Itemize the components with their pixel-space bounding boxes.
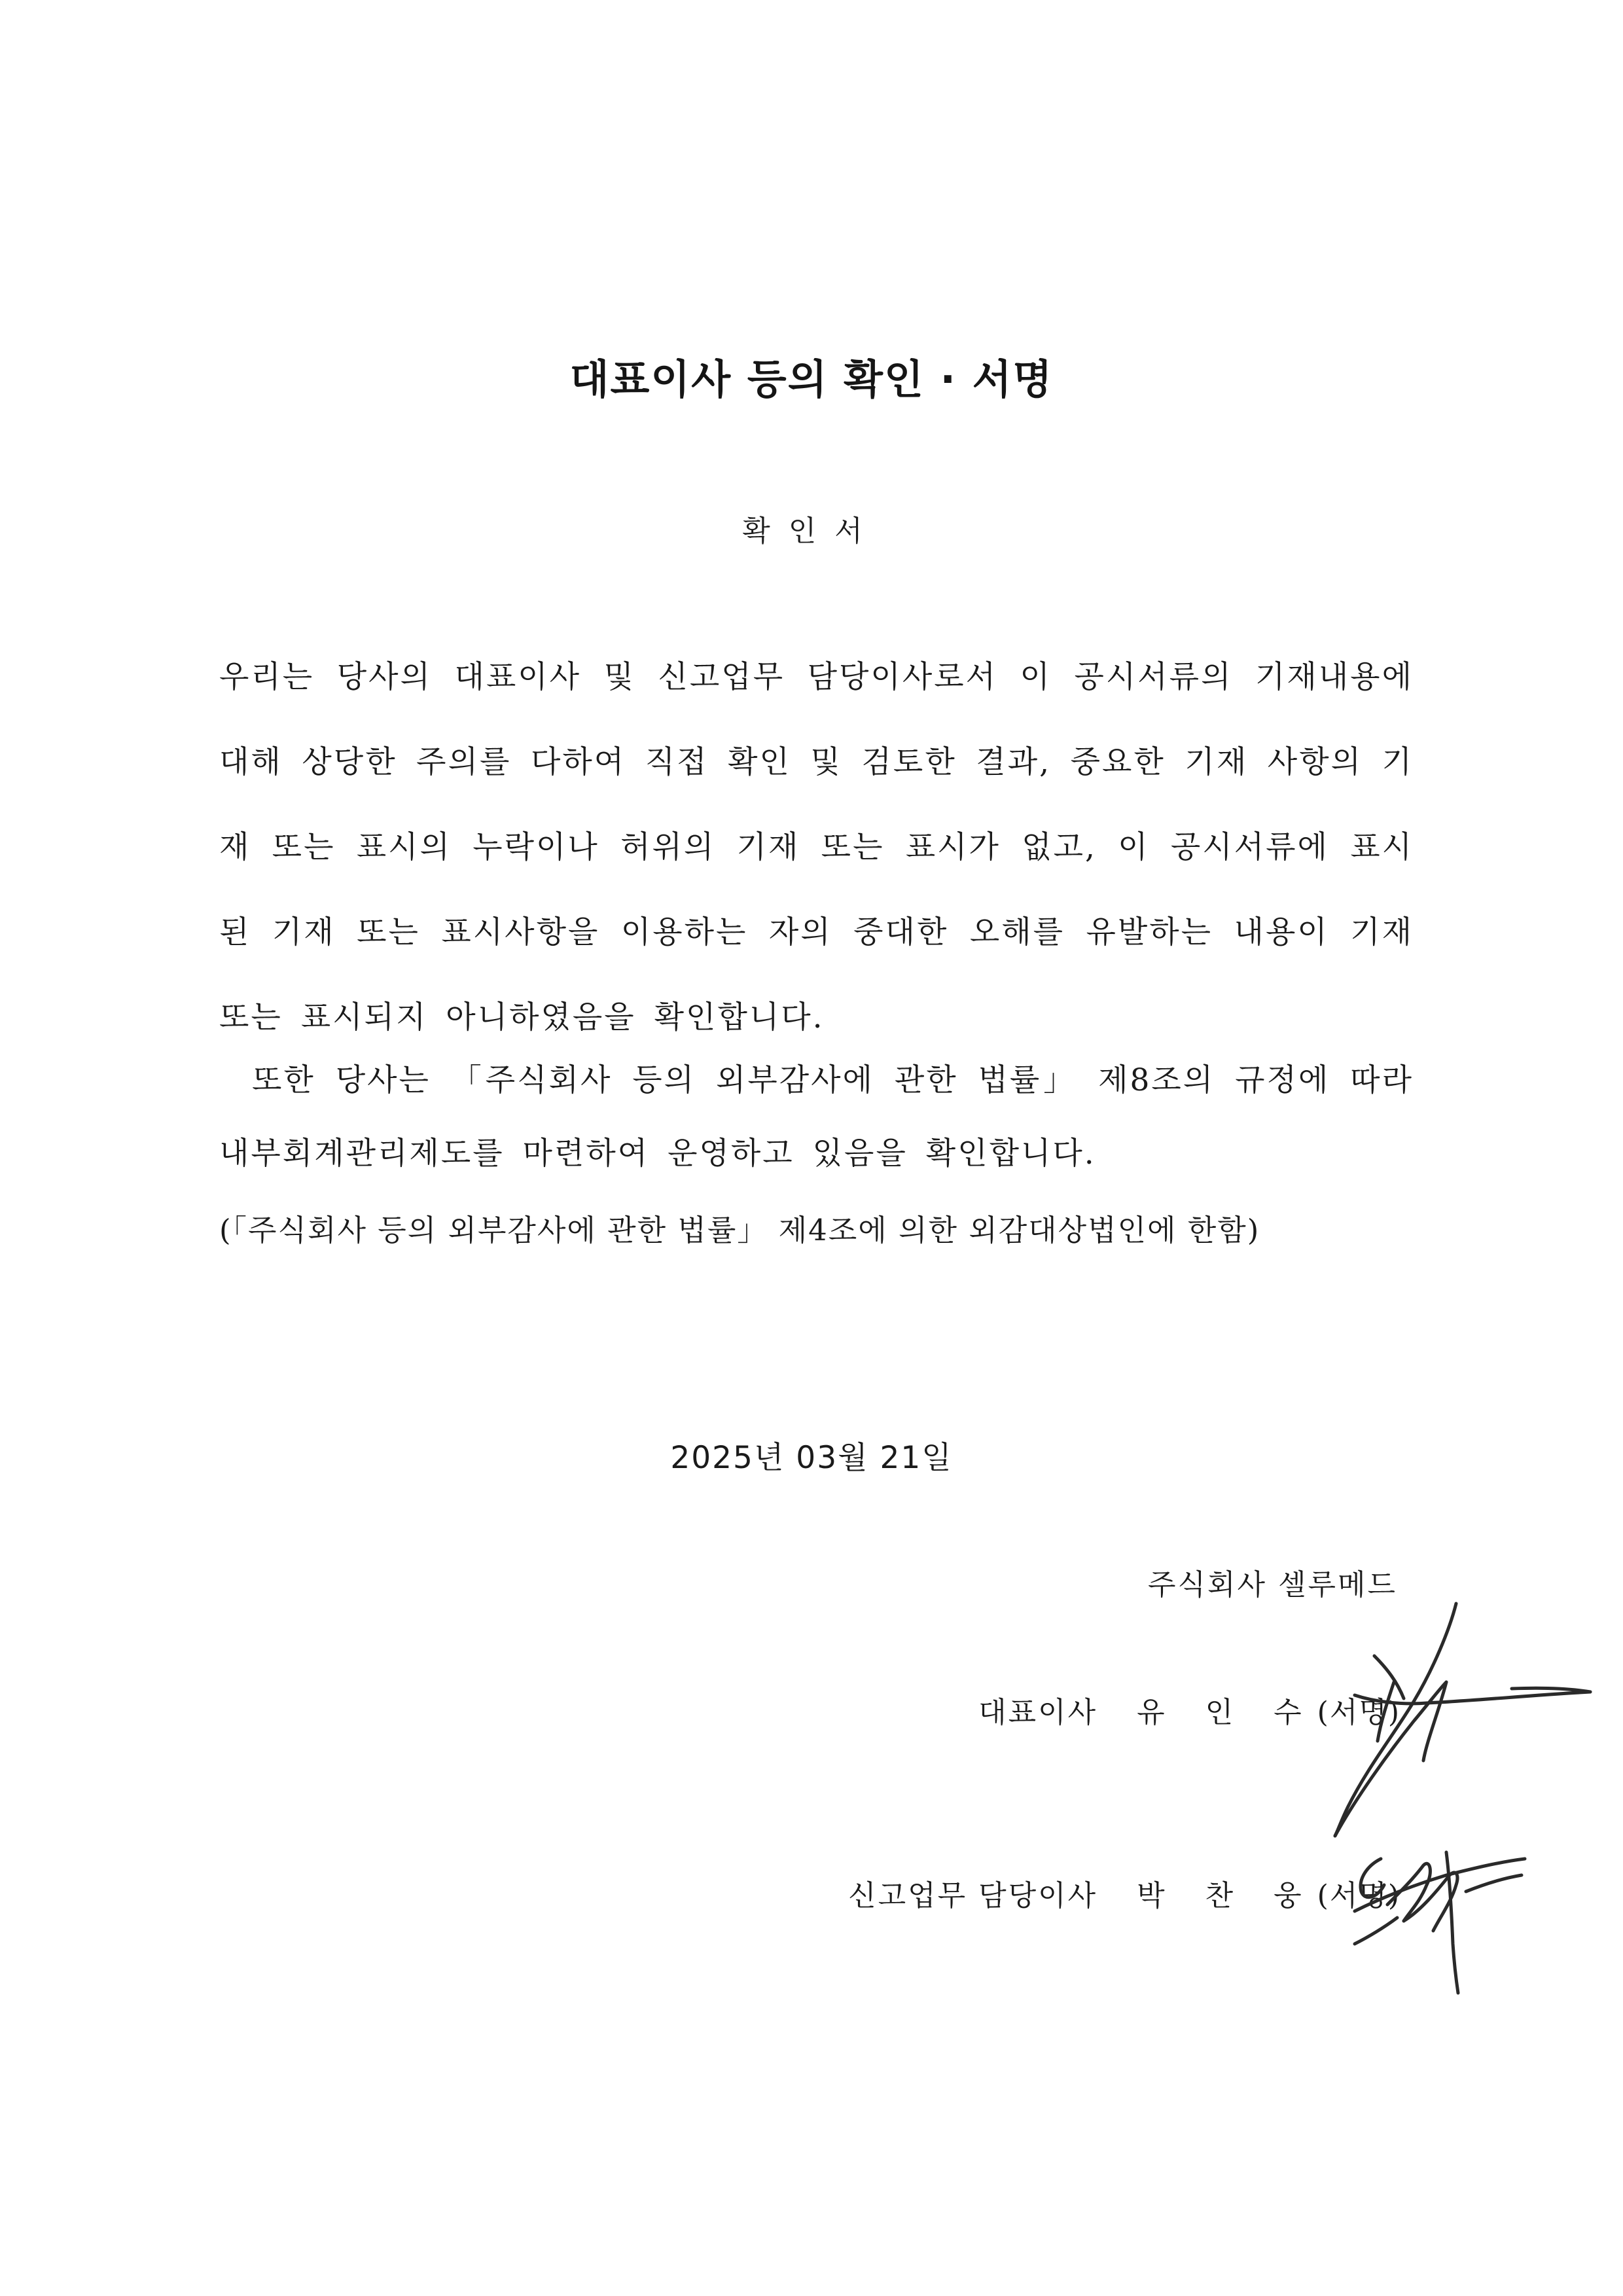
ceo-seal-label: (서명) <box>1317 1696 1400 1729</box>
officer-signature-line <box>720 1872 1400 1914</box>
company-name: 주식회사 셀루메드 <box>1147 1568 1397 1602</box>
officer-name: 박 찬 웅 <box>1137 1879 1317 1912</box>
ceo-signature-line <box>720 1689 1400 1731</box>
confirmation-paragraph: 우리는 당사의 대표이사 및 신고업무 담당이사로서 이 공시서류의 기재내용에 대해 상당한 주의를 다하여 직접 확인 및 검토한 결과, 중요한 기재 사항의 기재 또는 표시의 누락이나 허위의 기재 또는 표시가 없고, 이 공시서류에 표시된 기재 또는 표시사항을 이용하는 자의 중대한 오해를 유발하는 내용이 기재 또는 표시되지 아니하였음을 확인합니다. <box>219 659 1414 1035</box>
document-subtitle: 확인서 <box>742 514 881 548</box>
document-title: 대표이사 등의 확인 · 서명 <box>569 355 1054 403</box>
ceo-role: 대표이사 <box>978 1696 1098 1729</box>
officer-seal-label: (서명) <box>1317 1879 1400 1912</box>
scope-note: (「주식회사 등의 외부감사에 관한 법률」 제4조에 의한 외감대상법인에 한함) <box>219 1213 1260 1247</box>
officer-role: 신고업무 담당이사 <box>848 1879 1098 1912</box>
document-date: 2025년 03월 21일 <box>670 1440 953 1476</box>
ceo-name: 유 인 수 <box>1137 1696 1317 1729</box>
internal-control-paragraph: 또한 당사는 「주식회사 등의 외부감사에 관한 법률」 제8조의 규정에 따라 내부회계관리제도를 마련하여 운영하고 있음을 확인합니다. <box>219 1062 1414 1172</box>
